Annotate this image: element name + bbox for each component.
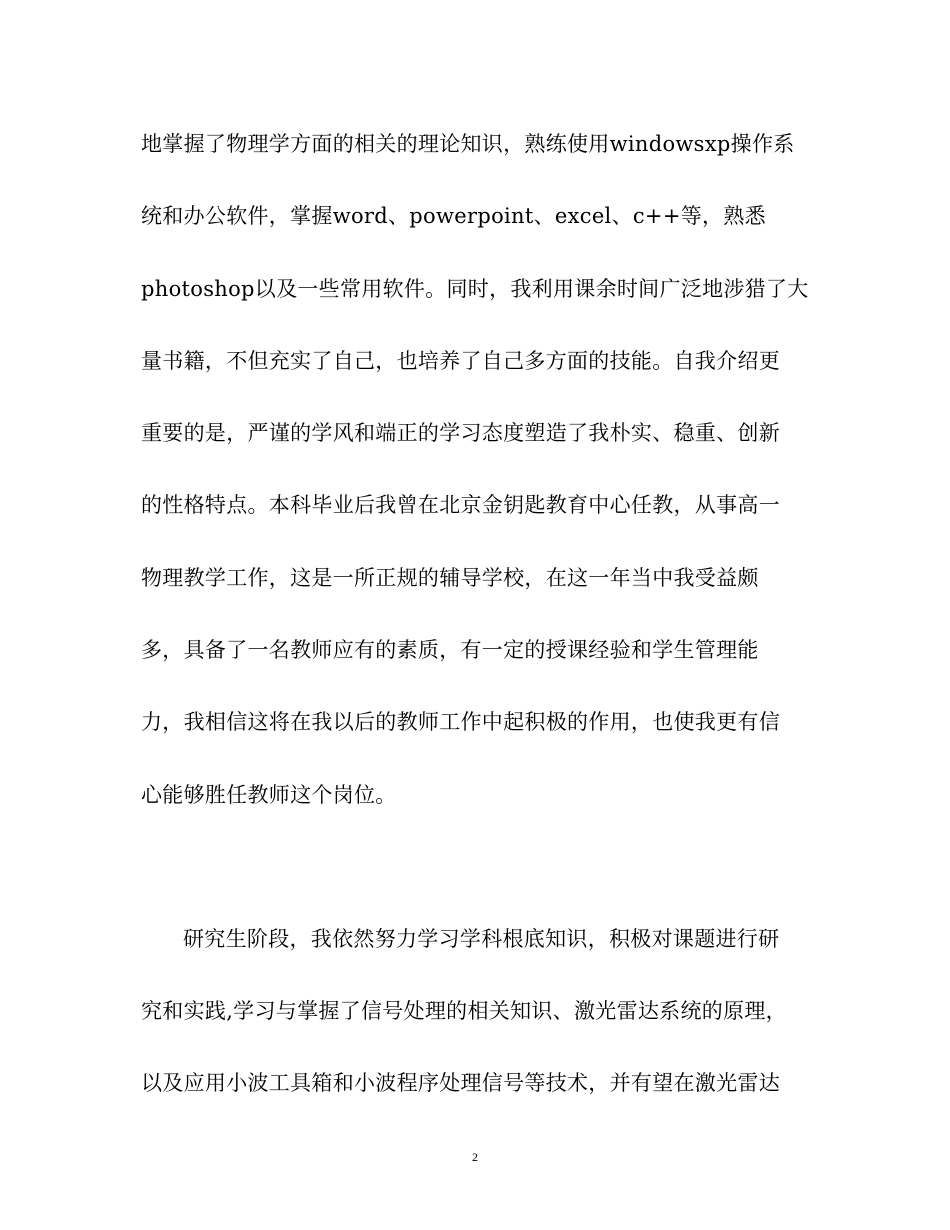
text-line: 多，具备了一名教师应有的素质，有一定的授课经验和学生管理能 xyxy=(141,638,759,662)
text-line: 心能够胜任教师这个岗位。 xyxy=(141,783,397,807)
text-line: 地掌握了物理学方面的相关的理论知识，熟练使用windowsxp操作系 xyxy=(141,132,795,156)
text-line: 研究生阶段，我依然努力学习学科根底知识，积极对课题进行研 xyxy=(183,927,780,951)
text-line: photoshop以及一些常用软件。同时，我利用课余时间广泛地涉猎了大 xyxy=(141,277,809,301)
page-number: 2 xyxy=(472,1150,478,1164)
text-line: 量书籍，不但充实了自己，也培养了自己多方面的技能。自我介绍更 xyxy=(141,349,780,373)
text-line: 重要的是，严谨的学风和端正的学习态度塑造了我朴实、稳重、创新 xyxy=(141,421,780,445)
text-line: 物理教学工作，这是一所正规的辅导学校，在这一年当中我受益颇 xyxy=(141,566,759,590)
text-line: 以及应用小波工具箱和小波程序处理信号等技术，并有望在激光雷达 xyxy=(141,1071,780,1095)
text-line: 究和实践,学习与掌握了信号处理的相关知识、激光雷达系统的原理， xyxy=(141,999,787,1023)
text-line: 力，我相信这将在我以后的教师工作中起积极的作用，也使我更有信 xyxy=(141,710,780,734)
text-line: 统和办公软件，掌握word、powerpoint、excel、c++等，熟悉 xyxy=(141,204,766,228)
text-line: 的性格特点。本科毕业后我曾在北京金钥匙教育中心任教，从事高一 xyxy=(141,493,780,517)
